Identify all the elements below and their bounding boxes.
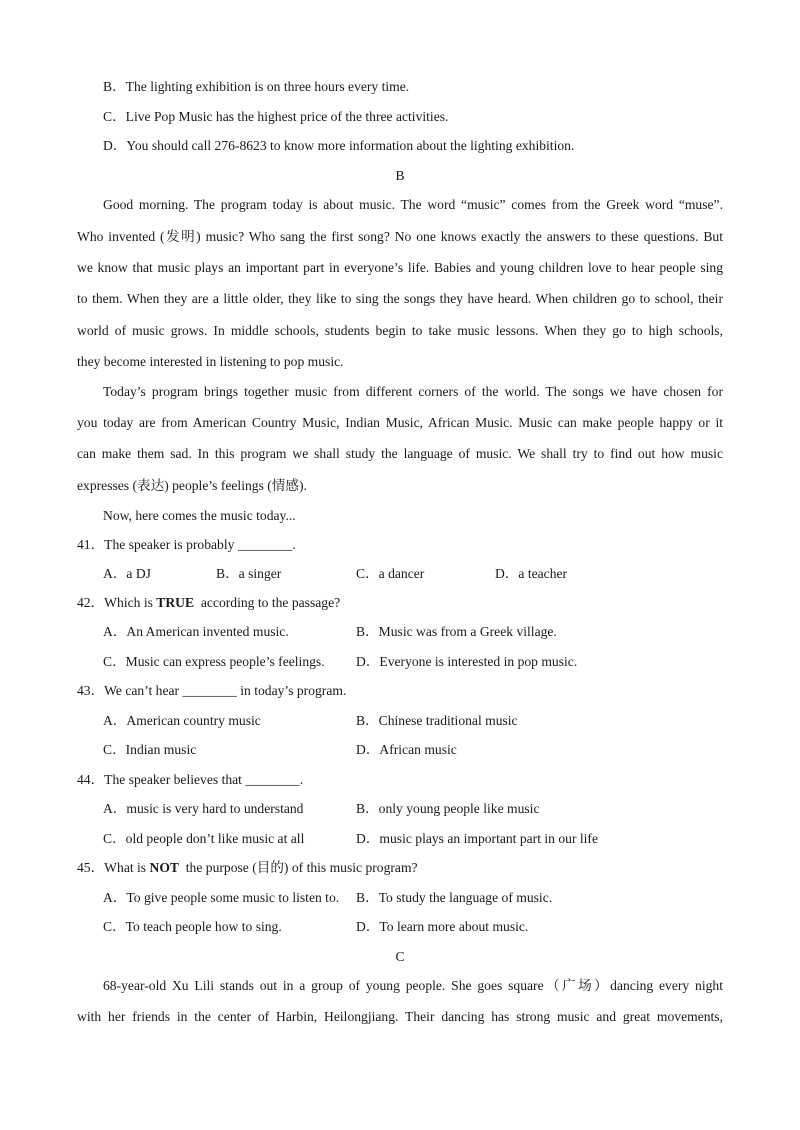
q43-option-c: C．Indian music xyxy=(103,742,197,757)
q44-option-d: D．music plays an important part in our life xyxy=(356,831,598,846)
option-c-prev: C．Live Pop Music has the highest price of the three activities. xyxy=(103,109,449,124)
q45-option-d: D．To learn more about music. xyxy=(356,919,529,934)
question-43-stem: 43．We can’t hear ________ in today’s program. xyxy=(77,683,347,698)
passage-b-line: Good morning. The program today is about music. The word “music” comes from the Greek word “muse”. xyxy=(103,197,723,212)
q45-stem-post: the purpose (目的) of this music program? xyxy=(178,860,418,875)
q43-option-a: A．American country music xyxy=(103,713,261,728)
question-44-stem: 44．The speaker believes that ________. xyxy=(77,772,304,787)
q44-option-a: A．music is very hard to understand xyxy=(103,801,304,816)
passage-b-line: we know that music plays an important part in everyone’s life. Babies and young children love to hear people sing xyxy=(77,260,723,275)
passage-b-line: Who invented (发明) music? Who sang the first song? No one knows exactly the answers to these questions. But xyxy=(77,229,723,244)
passage-b-line: to them. When they are a little older, they like to sing the songs they have heard. When children go to school, their xyxy=(77,291,723,306)
q41-option-a: A．a DJ xyxy=(103,566,151,581)
q42-option-b: B．Music was from a Greek village. xyxy=(356,624,557,639)
passage-b-line: you today are from American Country Music, Indian Music, African Music. Music can make people happy or it xyxy=(77,415,723,430)
q45-stem-bold: NOT xyxy=(149,860,179,875)
q41-option-d: D．a teacher xyxy=(495,566,568,581)
passage-b-line: can make them sad. In this program we shall study the language of music. We shall try to find out how music xyxy=(77,446,723,461)
q42-stem-bold: TRUE xyxy=(156,595,195,610)
q45-option-a: A．To give people some music to listen to. xyxy=(103,890,340,905)
passage-b-line: Today’s program brings together music from different corners of the world. The songs we have chosen for xyxy=(103,384,723,399)
q45-option-c: C．To teach people how to sing. xyxy=(103,919,282,934)
passage-c-line: with her friends in the center of Harbin, Heilongjiang. Their dancing has strong music and great movements, xyxy=(77,1009,723,1024)
q42-option-c: C．Music can express people’s feelings. xyxy=(103,654,325,669)
option-d-prev: D．You should call 276-8623 to know more information about the lighting exhibition. xyxy=(103,138,575,153)
q43-option-d: D．African music xyxy=(356,742,457,757)
q42-stem-post: according to the passage? xyxy=(194,595,341,610)
passage-c-line: 68-year-old Xu Lili stands out in a group of young people. She goes square（广场）dancing every night xyxy=(103,978,723,993)
q41-option-b: B．a singer xyxy=(216,566,282,581)
passage-b-line: world of music grows. In middle schools, students begin to take music lessons. When they go to high schools, xyxy=(77,323,723,338)
q42-option-d: D．Everyone is interested in pop music. xyxy=(356,654,578,669)
q43-option-b: B．Chinese traditional music xyxy=(356,713,518,728)
question-45-stem xyxy=(77,859,418,877)
q42-stem-pre: 42．Which is xyxy=(77,595,157,610)
q45-stem-pre: 45．What is xyxy=(77,860,150,875)
passage-b-line: expresses (表达) people’s feelings (情感). xyxy=(77,478,307,493)
passage-b-line: Now, here comes the music today... xyxy=(103,508,296,523)
q42-option-a: A．An American invented music. xyxy=(103,624,289,639)
question-41-stem: 41．The speaker is probably ________. xyxy=(77,537,296,552)
section-c-heading: C xyxy=(395,949,405,964)
option-b-prev: B．The lighting exhibition is on three hours every time. xyxy=(103,79,410,94)
section-b-heading: B xyxy=(395,168,405,183)
q45-option-b: B．To study the language of music. xyxy=(356,890,553,905)
question-42-stem xyxy=(77,594,340,612)
q44-option-b: B．only young people like music xyxy=(356,801,540,816)
q44-option-c: C．old people don’t like music at all xyxy=(103,831,305,846)
q41-option-c: C．a dancer xyxy=(356,566,425,581)
passage-b-line: they become interested in listening to pop music. xyxy=(77,354,344,369)
